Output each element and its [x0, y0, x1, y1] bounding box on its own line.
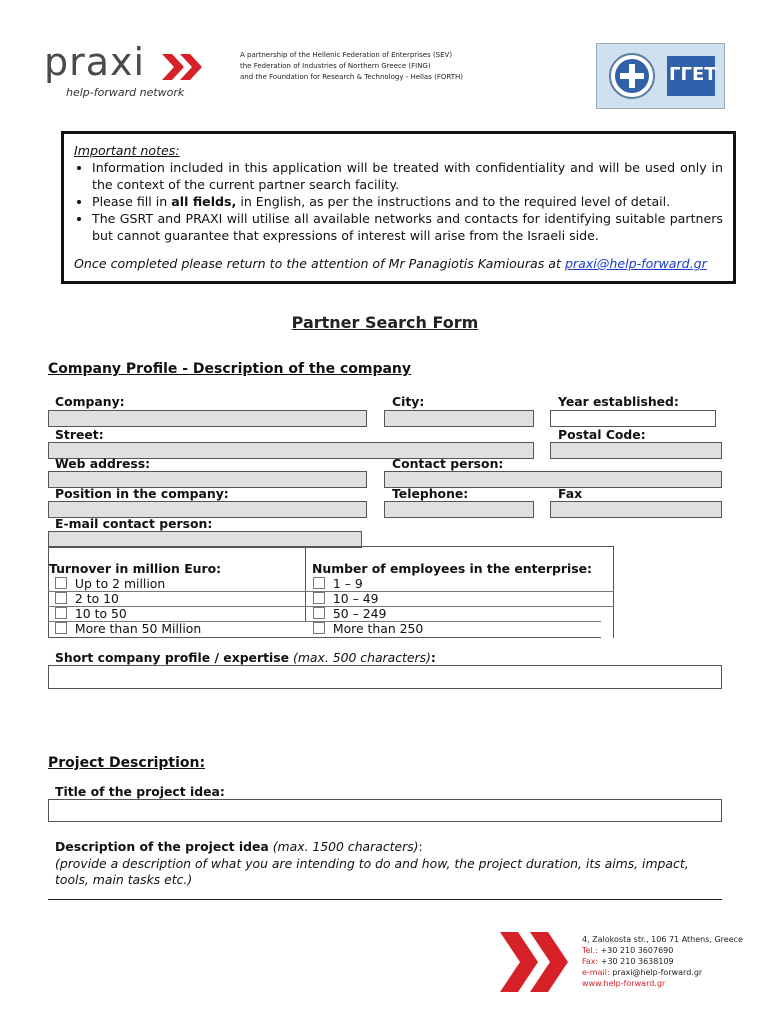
employees-option[interactable] [313, 576, 363, 591]
footer-email [582, 967, 743, 978]
company-section-heading: Company Profile - Description of the company [48, 361, 412, 377]
project-section-heading: Project Description: [48, 755, 206, 771]
profile-colon: : [430, 650, 436, 665]
option-label: 10 to 50 [74, 606, 127, 621]
contact-email-link[interactable]: praxi@help-forward.gr [564, 256, 707, 271]
footer-contact [582, 934, 743, 989]
partnership-line: the Federation of Industries of Northern Greece (FING) [240, 62, 431, 70]
form-title: Partner Search Form [291, 313, 479, 332]
footer-web[interactable]: www.help-forward.gr [582, 979, 666, 988]
checkbox[interactable] [55, 622, 67, 634]
turnover-option[interactable] [55, 621, 201, 636]
footer-address: 4, Zalokosta str., 106 71 Athens, Greece [582, 935, 743, 944]
checkbox[interactable] [313, 607, 325, 619]
option-label: Up to 2 million [74, 576, 166, 591]
partnership-line: A partnership of the Hellenic Federation of Enterprises (SEV) [240, 51, 453, 59]
option-label: 1 – 9 [332, 576, 363, 591]
turnover-option[interactable] [55, 576, 165, 591]
company-label: Company: [55, 394, 125, 409]
profile-hint: (max. 500 characters) [292, 650, 431, 665]
notes-closing [74, 255, 723, 272]
employees-option[interactable] [313, 591, 379, 606]
notes-list [74, 159, 723, 244]
important-notes-box [61, 131, 736, 284]
checkbox[interactable] [55, 607, 67, 619]
project-desc-rule [48, 899, 722, 900]
telephone-field[interactable] [384, 501, 534, 518]
contact-person-label: Contact person: [392, 456, 504, 471]
note-text: in English, as per the instructions and to the required level of detail. [236, 194, 671, 209]
city-label: City: [392, 394, 425, 409]
project-desc-note: (provide a description of what you are intending to do and how, the project duration, its aims, impact, tools, main tasks etc.) [55, 856, 689, 887]
gsrt-logo [596, 43, 725, 109]
email-label-footer: e-mail: [582, 968, 610, 977]
year-established-label: Year established: [558, 394, 679, 409]
closing-text: Once completed please return to the attention of Mr Panagiotis Kamiouras at [74, 256, 565, 271]
note-item: • Information included in this application will be treated with confidentiality and will be used only in the context of the current partner search facility. [92, 159, 723, 193]
year-established-field[interactable] [550, 410, 716, 427]
profile-label-text: Short company profile / expertise [55, 650, 290, 665]
employees-option[interactable] [313, 621, 423, 636]
praxi-logo [44, 42, 214, 102]
postal-code-label: Postal Code: [558, 427, 646, 442]
profile-textarea[interactable] [48, 665, 722, 689]
position-label: Position in the company: [55, 486, 229, 501]
employees-label: Number of employees in the enterprise: [312, 561, 592, 576]
tel-label: Tel.: [582, 946, 598, 955]
partnership-line: and the Foundation for Research & Technology - Hellas (FORTH) [240, 73, 463, 81]
tel-value: +30 210 3607690 [600, 946, 674, 955]
project-desc-label-text: Description of the project idea [55, 839, 269, 854]
tagline: help-forward network [66, 86, 185, 99]
note-emphasis: all fields, [171, 194, 237, 209]
note-item [92, 193, 723, 210]
note-item: • The GSRT and PRAXI will utilise all available networks and contacts for identifying suitable partners but cannot guarantee that expressions of interest will arise from the Israeli side. [92, 210, 723, 244]
footer-chevrons-icon [500, 932, 580, 992]
notes-heading: Important notes: [74, 143, 180, 158]
email-value[interactable]: praxi@help-forward.gr [612, 968, 703, 977]
checkbox[interactable] [313, 592, 325, 604]
project-desc-label [55, 839, 423, 854]
project-desc-hint: (max. 1500 characters) [272, 839, 419, 854]
turnover-label: Turnover in million Euro: [49, 561, 222, 576]
fax-label: Fax [558, 486, 583, 501]
seal-letters: ΓΓΕΤ [669, 64, 717, 85]
fax-label-footer: Fax: [582, 957, 599, 966]
option-label: More than 50 Million [74, 621, 202, 636]
table-bottom-line [48, 637, 601, 638]
turnover-option[interactable] [55, 591, 119, 606]
email-label: E-mail contact person: [55, 516, 213, 531]
checkbox[interactable] [55, 592, 67, 604]
note-text: Please fill in [92, 194, 172, 209]
option-label: More than 250 [332, 621, 424, 636]
employees-option[interactable] [313, 606, 386, 621]
footer-fax [582, 956, 743, 967]
company-field[interactable] [48, 410, 367, 427]
chevrons-icon [162, 54, 204, 80]
project-title-field[interactable] [48, 799, 722, 822]
fax-field[interactable] [550, 501, 722, 518]
footer-tel [582, 945, 743, 956]
checkbox[interactable] [313, 622, 325, 634]
option-label: 2 to 10 [74, 591, 119, 606]
profile-label [55, 650, 436, 665]
logo-word: praxi [44, 40, 146, 84]
partnership-text [240, 50, 470, 83]
project-title-label: Title of the project idea: [55, 784, 225, 799]
turnover-option[interactable] [55, 606, 127, 621]
option-label: 10 – 49 [332, 591, 379, 606]
table-divider [305, 546, 306, 622]
fax-value: +30 210 3638109 [600, 957, 674, 966]
project-desc-colon: : [418, 839, 423, 854]
telephone-label: Telephone: [392, 486, 469, 501]
option-label: 50 – 249 [332, 606, 387, 621]
postal-code-field[interactable] [550, 442, 722, 459]
web-address-label: Web address: [55, 456, 151, 471]
city-field[interactable] [384, 410, 534, 427]
street-label: Street: [55, 427, 104, 442]
checkbox[interactable] [313, 577, 325, 589]
checkbox[interactable] [55, 577, 67, 589]
